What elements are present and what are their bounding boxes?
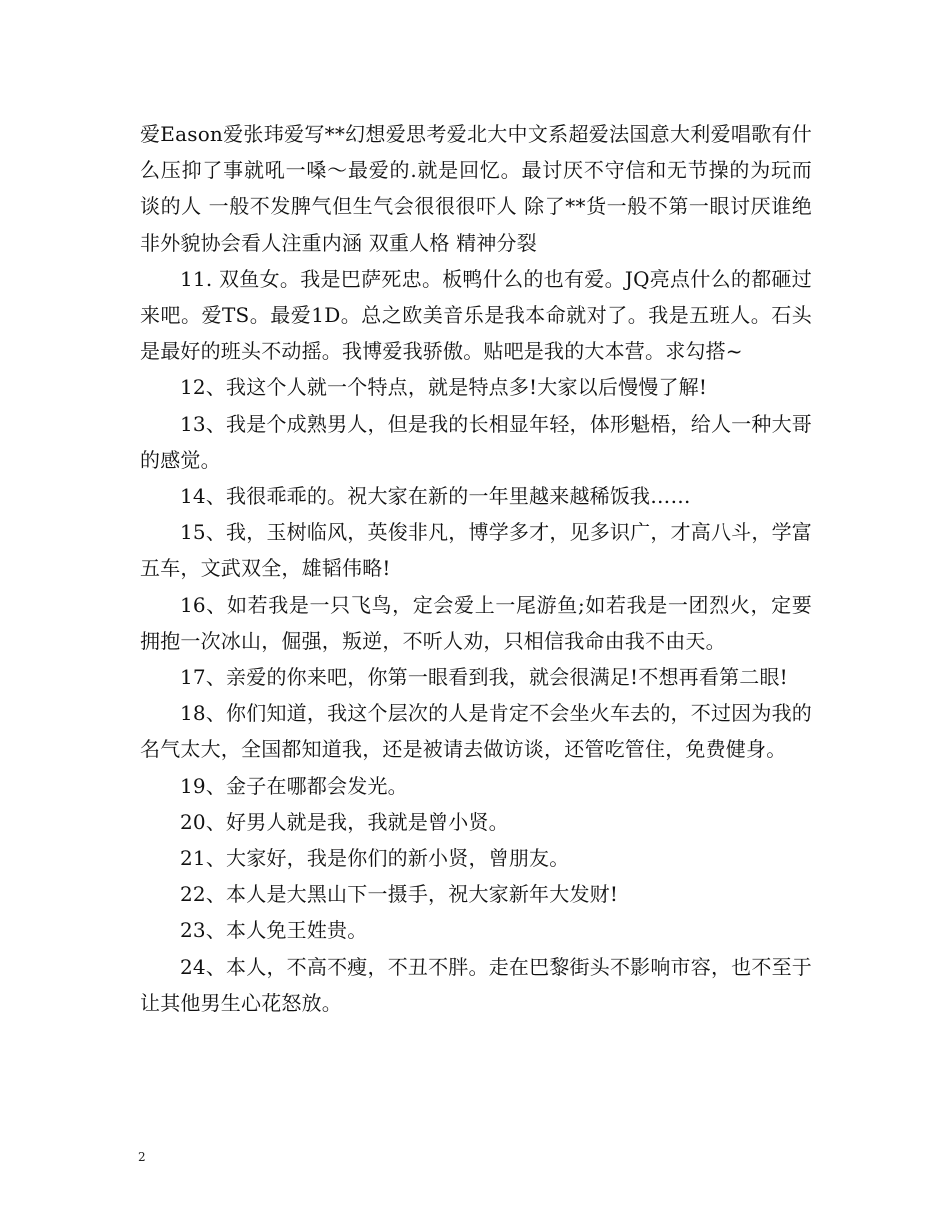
paragraph-item-11: 11. 双鱼女。我是巴萨死忠。板鸭什么的也有爱。JQ亮点什么的都砸过来吧。爱TS。最爱1D。总之欧美音乐是我本命就对了。我是五班人。石头是最好的班头不动摇。我博爱我骄傲。贴吧是我的大本营。求勾搭~ bbox=[140, 266, 812, 364]
paragraph-item-21: 21、大家好，我是你们的新小贤，曾朋友。 bbox=[180, 846, 570, 871]
page-number: 2 bbox=[138, 1150, 146, 1164]
paragraph-item-16: 16、如若我是一只飞鸟，定会爱上一尾游鱼;如若我是一团烈火，定要拥抱一次冰山，倔强，叛逆，不听人劝，只相信我命由我不由天。 bbox=[140, 592, 812, 653]
paragraph-item-13: 13、我是个成熟男人，但是我的长相显年轻，体形魁梧，给人一种大哥的感觉。 bbox=[140, 411, 812, 472]
paragraph-item-17: 17、亲爱的你来吧，你第一眼看到我，就会很满足!不想再看第二眼! bbox=[180, 665, 788, 690]
paragraph-item-19: 19、金子在哪都会发光。 bbox=[180, 773, 408, 798]
paragraph-item-24: 24、本人，不高不瘦，不丑不胖。走在巴黎街头不影响市容，也不至于让其他男生心花怒放。 bbox=[140, 954, 812, 1015]
paragraph-item-23: 23、本人免王姓贵。 bbox=[180, 918, 368, 943]
paragraph-item-14: 14、我很乖乖的。祝大家在新的一年里越来越稀饭我…… bbox=[180, 484, 691, 509]
paragraph-item-12: 12、我这个人就一个特点，就是特点多!大家以后慢慢了解! bbox=[180, 375, 708, 400]
document-body bbox=[140, 116, 812, 1021]
paragraph-intro: 爱Eason爱张玮爱写**幻想爱思考爱北大中文系超爱法国意大利爱唱歌有什么压抑了事就吼一嗓～最爱的.就是回忆。最讨厌不守信和无节操的为玩而谈的人 一般不发脾气但生气会很很很吓人 除了**货一般不第一眼讨厌谁绝非外貌协会看人注重内涵 双重人格 精神分裂 bbox=[140, 122, 812, 255]
paragraph-item-18: 18、你们知道，我这个层次的人是肯定不会坐火车去的，不过因为我的名气太大，全国都知道我，还是被请去做访谈，还管吃管住，免费健身。 bbox=[140, 701, 812, 762]
paragraph-item-20: 20、好男人就是我，我就是曾小贤。 bbox=[180, 809, 509, 834]
paragraph-item-15: 15、我，玉树临风，英俊非凡，博学多才，见多识广，才高八斗，学富五车，文武双全，雄韬伟略! bbox=[140, 520, 812, 581]
paragraph-item-22: 22、本人是大黑山下一摄手，祝大家新年大发财! bbox=[180, 882, 619, 907]
